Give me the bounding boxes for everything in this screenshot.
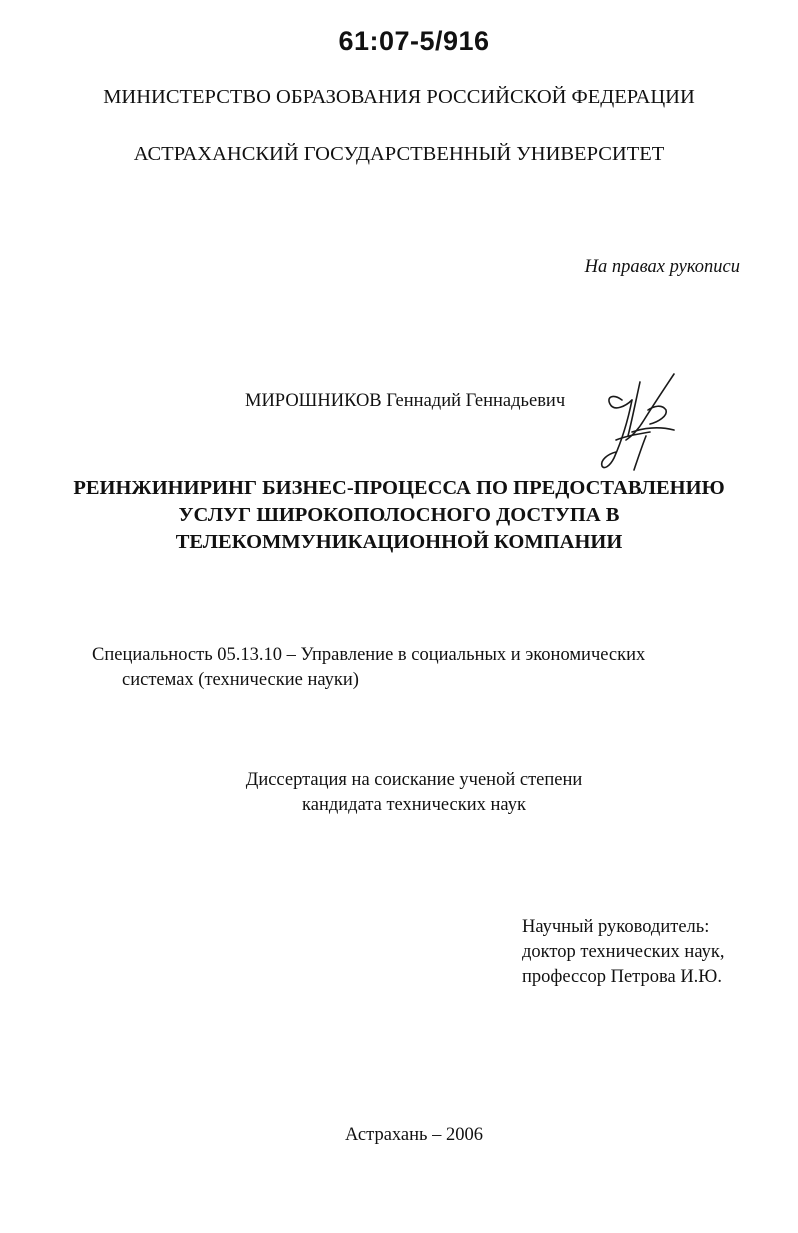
city-year: Астрахань – 2006 [345,1125,483,1145]
degree-line: Диссертация на соискание ученой степени [245,770,583,790]
dissertation-title [0,475,798,556]
supervisor-name: профессор Петрова И.Ю. [522,967,722,987]
catalog-stamp-number: 61:07-5/916 [338,26,490,56]
specialty-line-continued: системах (технические науки) [122,670,359,690]
author-name: МИРОШНИКОВ Геннадий Геннадьевич [245,391,566,411]
handwritten-signature [592,370,692,478]
university-header: АСТРАХАНСКИЙ ГОСУДАРСТВЕННЫЙ УНИВЕРСИТЕТ [133,143,665,165]
supervisor-label: Научный руководитель: [522,917,710,937]
title-line: ТЕЛЕКОММУНИКАЦИОННОЙ КОМПАНИИ [175,531,623,553]
supervisor-degree: доктор технических наук, [522,942,725,962]
title-line: УСЛУГ ШИРОКОПОЛОСНОГО ДОСТУПА В [178,504,620,526]
supervisor-block [522,915,724,990]
ministry-header: МИНИСТЕРСТВО ОБРАЗОВАНИЯ РОССИЙСКОЙ ФЕДЕРАЦИИ [103,86,695,108]
dissertation-degree [0,768,798,818]
specialty-line: Специальность 05.13.10 – Управление в социальных и экономических [92,645,646,665]
manuscript-rights-note: На правах рукописи [584,257,740,277]
title-line: РЕИНЖИНИРИНГ БИЗНЕС-ПРОЦЕССА ПО ПРЕДОСТАВЛЕНИЮ [73,477,725,499]
degree-line: кандидата технических наук [302,795,526,815]
